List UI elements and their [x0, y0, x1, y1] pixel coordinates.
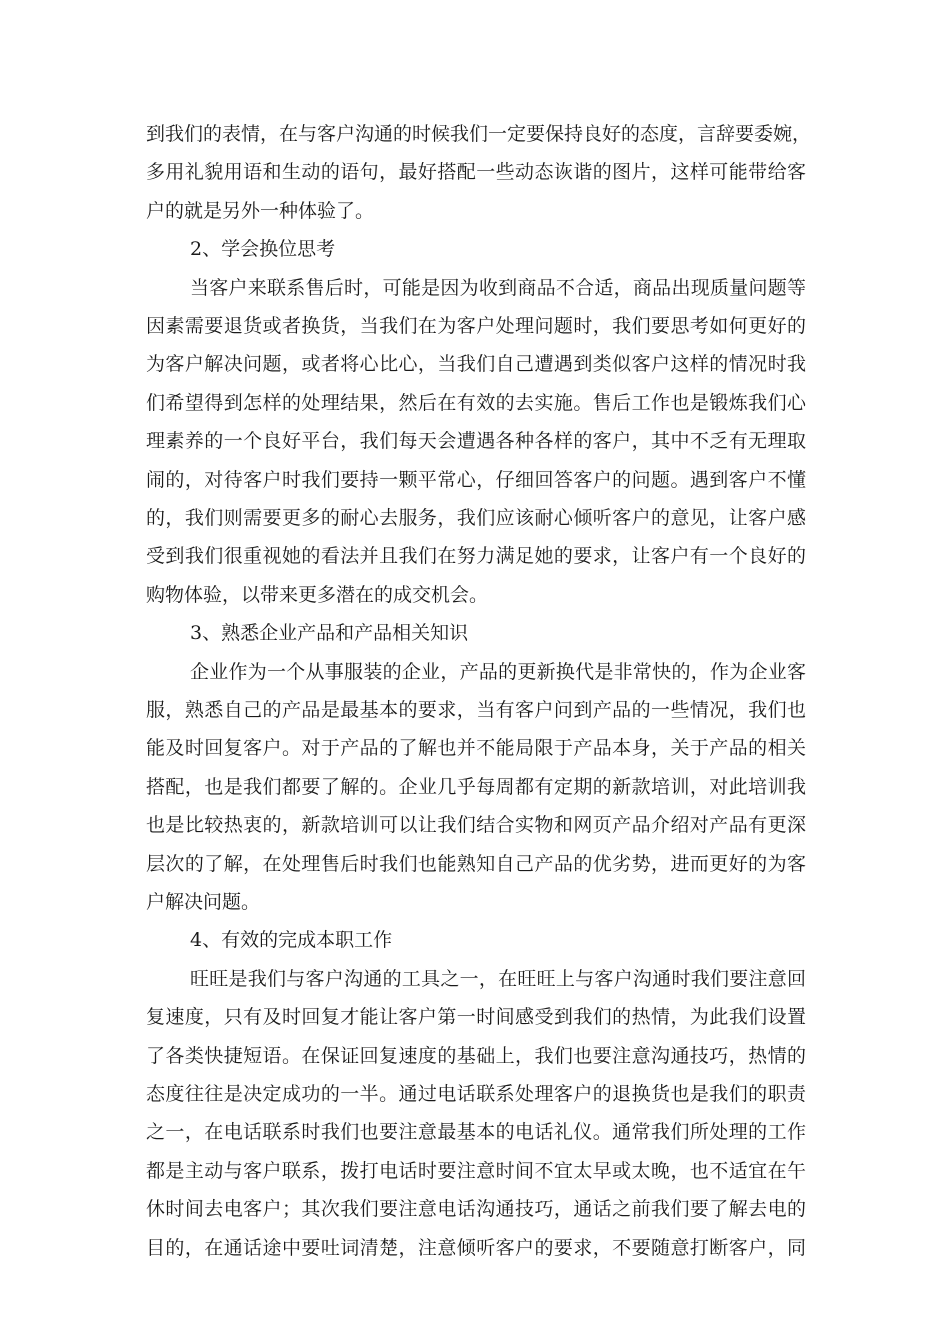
section-heading: 3、熟悉企业产品和产品相关知识 — [190, 622, 469, 645]
paragraph-line: 为客户解决问题，或者将心比心，当我们自己遭遇到类似客户这样的情况时我 — [146, 353, 806, 376]
paragraph-line: 们希望得到怎样的处理结果，然后在有效的去实施。售后工作也是锻炼我们心 — [146, 391, 806, 414]
paragraph-line: 因素需要退货或者换货，当我们在为客户处理问题时，我们要思考如何更好的 — [146, 315, 806, 337]
paragraph-line: 闹的，对待客户时我们要持一颗平常心，仔细回答客户的问题。遇到客户不懂 — [146, 468, 806, 491]
paragraph-line: 户解决问题。 — [146, 891, 261, 913]
paragraph-line: 层次的了解，在处理售后时我们也能熟知自己产品的优劣势，进而更好的为客 — [146, 852, 806, 875]
paragraph-line: 受到我们很重视她的看法并且我们在努力满足她的要求，让客户有一个良好的 — [146, 545, 806, 568]
paragraph-line: 服，熟悉自己的产品是最基本的要求，当有客户问到产品的一些情况，我们也 — [146, 699, 806, 721]
paragraph-line: 企业作为一个从事服装的企业，产品的更新换代是非常快的，作为企业客 — [190, 660, 806, 683]
paragraph-line: 当客户来联系售后时，可能是因为收到商品不合适，商品出现质量问题等 — [190, 276, 806, 299]
paragraph-line: 态度往往是决定成功的一半。通过电话联系处理客户的退换货也是我们的职责 — [146, 1083, 806, 1105]
paragraph-line: 搭配，也是我们都要了解的。企业几乎每周都有定期的新款培训，对此培训我 — [146, 775, 806, 798]
paragraph-line: 都是主动与客户联系，拨打电话时要注意时间不宜太早或太晚，也不适宜在午 — [146, 1159, 806, 1182]
paragraph-line: 的，我们则需要更多的耐心去服务，我们应该耐心倾听客户的意见，让客户感 — [146, 507, 806, 529]
paragraph-line: 之一，在电话联系时我们也要注意最基本的电话礼仪。通常我们所处理的工作 — [146, 1121, 806, 1144]
section-heading: 2、学会换位思考 — [190, 238, 336, 261]
paragraph-line: 购物体验，以带来更多潜在的成交机会。 — [146, 583, 489, 606]
paragraph-line: 旺旺是我们与客户沟通的工具之一，在旺旺上与客户沟通时我们要注意回 — [190, 967, 806, 990]
paragraph-line: 到我们的表情，在与客户沟通的时候我们一定要保持良好的态度，言辞要委婉， — [146, 123, 812, 145]
paragraph-line: 也是比较热衷的，新款培训可以让我们结合实物和网页产品介绍对产品有更深 — [146, 814, 806, 837]
paragraph-line: 户的就是另外一种体验了。 — [146, 199, 375, 222]
paragraph-line: 了各类快捷短语。在保证回复速度的基础上，我们也要注意沟通技巧，热情的 — [146, 1044, 806, 1067]
paragraph-line: 复速度，只有及时回复才能让客户第一时间感受到我们的热情，为此我们设置 — [146, 1006, 806, 1029]
paragraph-line: 理素养的一个良好平台，我们每天会遭遇各种各样的客户，其中不乏有无理取 — [146, 430, 806, 453]
paragraph-line: 能及时回复客户。对于产品的了解也并不能局限于产品本身，关于产品的相关 — [146, 737, 806, 760]
section-heading: 4、有效的完成本职工作 — [190, 929, 393, 952]
paragraph-line: 多用礼貌用语和生动的语句，最好搭配一些动态诙谐的图片，这样可能带给客 — [146, 161, 806, 184]
paragraph-line: 目的，在通话途中要吐词清楚，注意倾听客户的要求，不要随意打断客户，同 — [146, 1236, 806, 1259]
paragraph-line: 休时间去电客户；其次我们要注意电话沟通技巧，通话之前我们要了解去电的 — [146, 1198, 806, 1221]
